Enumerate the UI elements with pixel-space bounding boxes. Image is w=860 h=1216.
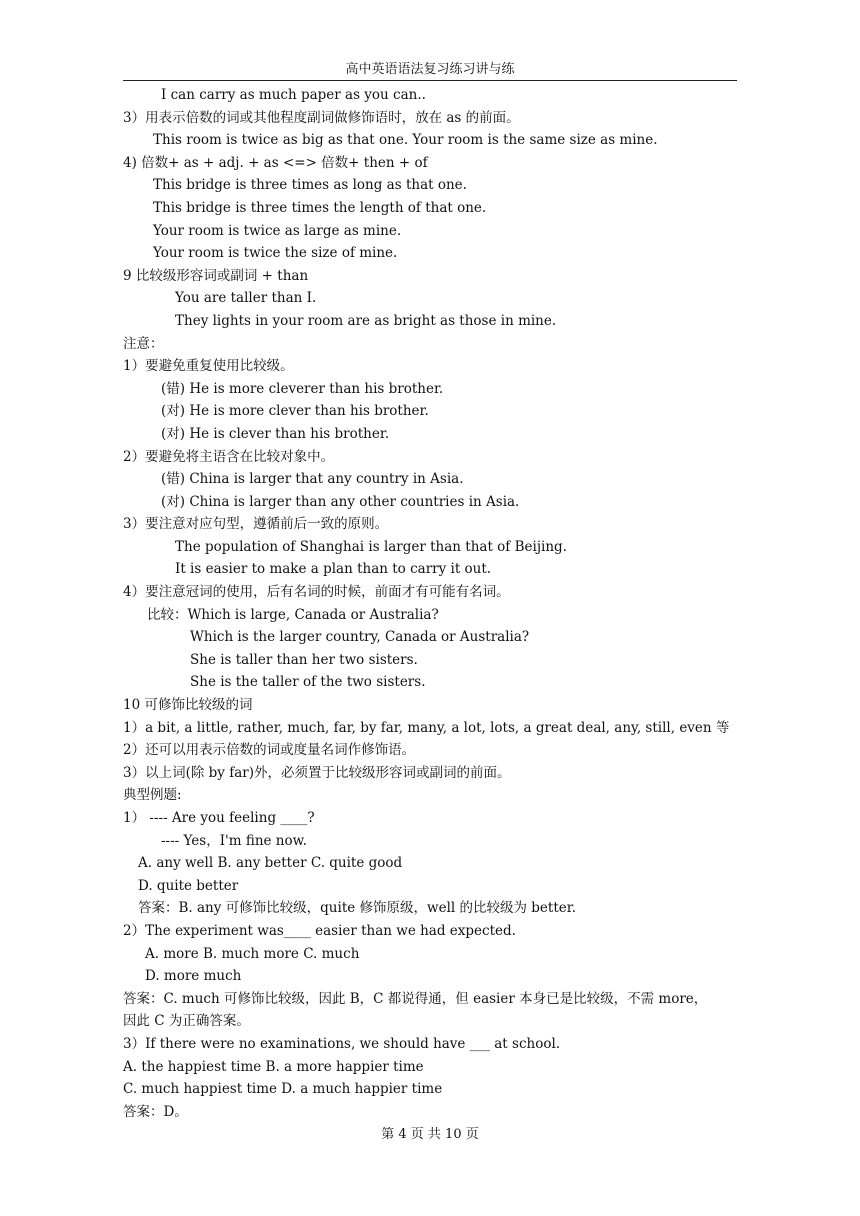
document-body	[123, 84, 743, 1123]
text-line: She is the taller of the two sisters.	[190, 674, 426, 691]
text-line: 4) 倍数+ as + adj. + as <=> 倍数+ then + of	[123, 154, 428, 171]
text-line: They lights in your room are as bright as those in mine.	[175, 312, 557, 329]
text-line: Your room is twice as large as mine.	[153, 222, 402, 239]
text-line: 因此 C 为正确答案。	[123, 1013, 250, 1030]
text-line: Your room is twice the size of mine.	[153, 245, 398, 262]
text-line: The population of Shanghai is larger than that of Beijing.	[175, 538, 567, 555]
text-line: She is taller than her two sisters.	[190, 651, 418, 668]
text-line: This bridge is three times the length of that one.	[153, 199, 487, 216]
text-line: This bridge is three times as long as that one.	[153, 177, 467, 194]
text-line: You are taller than I.	[175, 290, 317, 307]
text-line: 典型例题:	[123, 787, 182, 804]
text-line: 1）要避免重复使用比较级。	[123, 358, 294, 375]
text-line: It is easier to make a plan than to carry it out.	[175, 561, 492, 578]
text-line: (对) He is clever than his brother.	[161, 425, 390, 442]
text-line: (错) He is more cleverer than his brother.	[161, 380, 444, 397]
text-line: (错) China is larger that any country in Asia.	[161, 471, 464, 488]
text-line: (对) He is more clever than his brother.	[161, 403, 429, 420]
text-line: C. much happiest time D. a much happier time	[123, 1081, 443, 1098]
page-header-title: 高中英语语法复习练习讲与练	[345, 62, 515, 77]
text-line: (对) China is larger than any other countries in Asia.	[161, 493, 520, 510]
text-line: Which is the larger country, Canada or Australia?	[190, 629, 530, 646]
text-line: 3）用表示倍数的词或其他程度副词做修饰语时，放在 as 的前面。	[123, 109, 520, 126]
text-line: 答案：B. any 可修饰比较级，quite 修饰原级，well 的比较级为 better.	[138, 900, 577, 917]
text-line: 9 比较级形容词或副词 + than	[123, 267, 309, 284]
text-line: D. quite better	[138, 877, 239, 894]
text-line: 注意：	[123, 335, 164, 352]
page-footer: 第 4 页 共 10 页	[381, 1127, 479, 1142]
text-line: 1） ---- Are you feeling ____?	[123, 810, 315, 826]
text-line: A. more B. much more C. much	[145, 945, 360, 962]
text-line: 3）要注意对应句型，遵循前后一致的原则。	[123, 516, 389, 533]
text-line: I can carry as much paper as you can..	[161, 87, 426, 103]
text-line: 2）The experiment was____ easier than we had expected.	[123, 922, 516, 939]
text-line: This room is twice as big as that one. Your room is the same size as mine.	[153, 132, 658, 149]
text-line: 4）要注意冠词的使用，后有名词的时候，前面才有可能有名词。	[123, 584, 510, 601]
text-line: A. any well B. any better C. quite good	[138, 855, 403, 872]
text-line: 答案：C. much 可修饰比较级，因此 B，C 都说得通，但 easier 本身已是比较级，不需 more，	[123, 990, 708, 1007]
text-line: 2）要避免将主语含在比较对象中。	[123, 448, 335, 465]
text-line: A. the happiest time B. a more happier time	[123, 1058, 424, 1075]
text-line: 比较：Which is large, Canada or Australia?	[147, 606, 439, 623]
text-line: 1）a bit, a little, rather, much, far, by far, many, a lot, lots, a great deal, any, still, even 等	[123, 719, 730, 736]
text-line: 3）If there were no examinations, we should have ___ at school.	[123, 1035, 561, 1052]
text-line: 3）以上词(除 by far)外，必须置于比较级形容词或副词的前面。	[123, 764, 511, 781]
header-rule	[123, 80, 737, 81]
text-line: 2）还可以用表示倍数的词或度量名词作修饰语。	[123, 742, 416, 759]
text-line: 答案：D。	[123, 1103, 188, 1120]
text-line: ---- Yes，I'm fine now.	[161, 832, 307, 849]
text-line: D. more much	[145, 968, 242, 985]
text-line: 10 可修饰比较级的词	[123, 697, 253, 714]
